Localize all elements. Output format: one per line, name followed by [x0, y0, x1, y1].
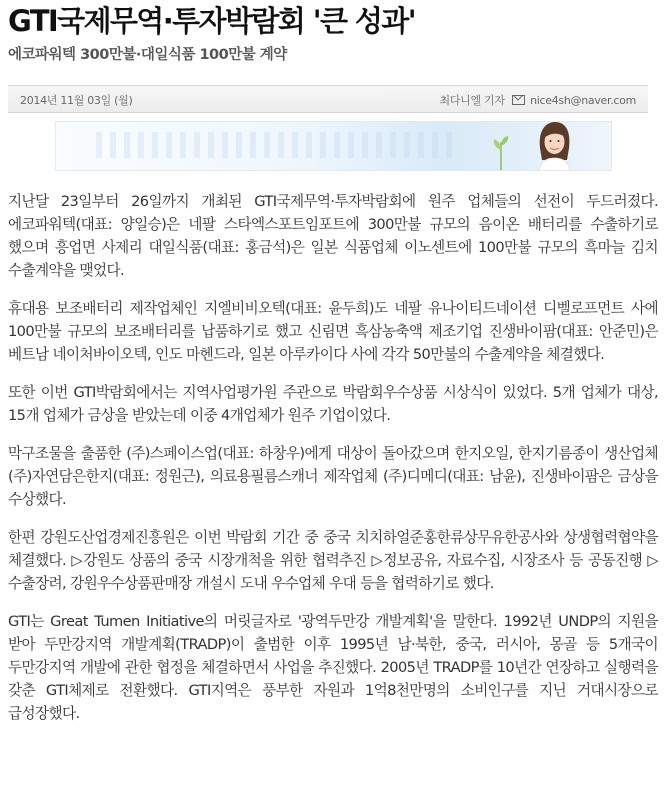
article-paragraph: 또한 이번 GTI박람회에서는 지역사업평가원 주관으로 박람회우수상품 시상식이 있었다. 5개 업체가 대상, 15개 업체가 금상을 받았는데 이중 4개업체가 원주 기업이었다.: [8, 384, 658, 424]
article-paragraph: GTI는 Great Tumen Initiative의 머릿글자로 '광역두만강 개발계획'을 말한다. 1992년 UNDP의 지원을 받아 두만강지역 개발계획(TRADP)이 출범한 이후 1995년 남·북한, 중국, 러시아, 몽골 등 5개국이 두만강지역 개발에 관한 협정을 체결하면서 사업을 추진했다. 2005년 TRADP를 10년간 연장하고 실행력을 갖춘 GTI체제로 전환했다. GTI지역은 풍부한 자원과 1억8천만명의 소비인구를 지닌 거대시장으로 급성장했다.: [8, 613, 658, 722]
article-body: [8, 190, 658, 740]
plant-icon: [490, 134, 512, 170]
banner-pattern: [96, 132, 456, 158]
article-meta-bar: [8, 85, 648, 113]
model-portrait-icon: [534, 121, 574, 171]
article-paragraph: 한편 강원도산업경제진흥원은 이번 박람회 기간 중 중국 치치하얼준홍한류상무유한공사와 상생협력협약을 체결했다. ▷강원도 상품의 중국 시장개척을 위한 협력추진 ▷정보공유, 자료수집, 시장조사 등 공동진행 ▷수출장려, 강원우수상품판매장 개설시 도내 우수업체 우대 등을 협력하기로 했다.: [8, 529, 658, 592]
envelope-icon: [512, 95, 525, 105]
author-name: 최다니엘 기자: [439, 94, 505, 107]
advertisement-banner[interactable]: [55, 121, 612, 171]
article-subtitle: 에코파워텍 300만불·대일식품 100만불 계약: [8, 47, 287, 63]
article-paragraph: 막구조물을 출품한 (주)스페이스업(대표: 하창우)에게 대상이 돌아갔으며 한지오일, 한지기름종이 생산업체 (주)자연담은한지(대표: 정원근), 의료용필름스캐너 제작업체 (주)디메디(대표: 남윤), 진생바이팜은 금상을 수상했다.: [8, 445, 658, 508]
article-byline: [440, 92, 637, 108]
author-email-link[interactable]: nice4sh@naver.com: [530, 94, 636, 107]
article-paragraph: 휴대용 보조배터리 제작업체인 지엘비비오텍(대표: 윤두희)도 네팔 유나이티드네이션 디벨로프먼트 사에 100만불 규모의 보조배터리를 납품하기로 했고 신림면 흑삼농축액 제조기업 진생바이팜(대표: 안준민)은 베트남 네이처바이오텍, 인도 마헨드라, 일본 아루카이다 사에 각각 50만불의 수출계약을 체결했다.: [8, 300, 658, 363]
article-date: 2014년 11월 03일 (월): [20, 94, 133, 107]
article-title: GTI국제무역·투자박람회 '큰 성과': [8, 4, 415, 38]
article-paragraph: 지난달 23일부터 26일까지 개최된 GTI국제무역·투자박람회에 원주 업체들의 선전이 두드러졌다. 에코파워텍(대표: 양일승)은 네팔 스타엑스포트임포트에 300만불 규모의 음이온 배터리를 수출하기로 했으며 흥업면 사제리 대일식품(대표: 홍금석)은 일본 식품업체 이노센트에 100만불 규모의 흑마늘 김치 수출계약을 맺었다.: [8, 193, 658, 279]
